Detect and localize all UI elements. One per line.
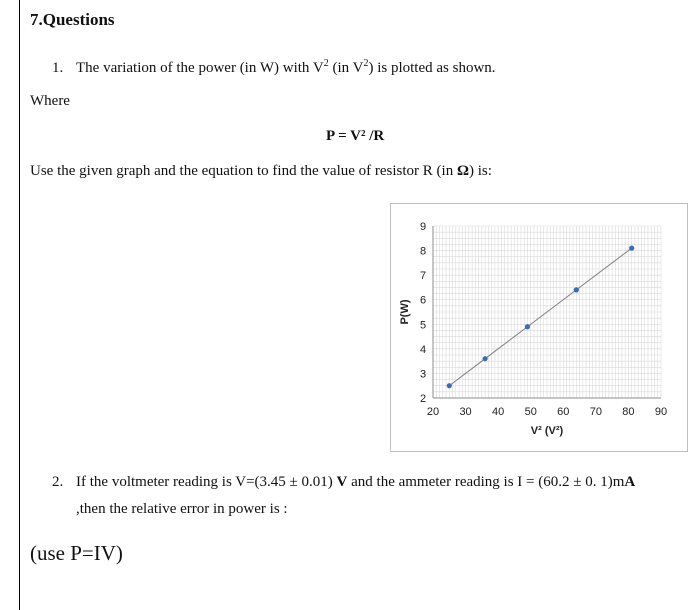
power-formula: P = V² /R xyxy=(326,128,385,144)
data-point xyxy=(525,324,530,329)
y-tick-label: 7 xyxy=(419,270,427,283)
chart-canvas xyxy=(391,204,687,451)
data-point xyxy=(629,246,634,251)
y-tick-label: 4 xyxy=(419,343,427,356)
x-tick-label: 30 xyxy=(459,406,472,418)
x-tick-label: 50 xyxy=(524,406,537,418)
x-tick-label: 90 xyxy=(654,406,668,418)
instruction-text xyxy=(30,163,492,180)
hint-text: (use P=IV) xyxy=(30,541,123,565)
data-point xyxy=(483,356,488,361)
y-tick-label: 5 xyxy=(419,319,427,332)
question-2-continuation: ,then the relative error in power is : xyxy=(76,501,288,517)
question-1-sup-a: 2 xyxy=(323,58,329,69)
x-tick-label: 70 xyxy=(589,406,602,418)
x-tick-label: 80 xyxy=(622,406,635,418)
y-tick-label: 2 xyxy=(419,393,427,405)
x-tick-label: 40 xyxy=(492,406,505,418)
x-tick-label: 20 xyxy=(426,406,440,418)
y-tick-label: 6 xyxy=(419,294,427,307)
data-point xyxy=(574,287,579,292)
question-2-volt-unit: V xyxy=(336,474,348,490)
question-2 xyxy=(52,474,635,491)
section-heading: 7.Questions xyxy=(30,10,115,29)
data-point xyxy=(447,383,452,388)
question-1-sup-b: 2 xyxy=(363,58,369,69)
question-2-text-b: and the ammeter reading is I = (60.2 ± 0. 1)m xyxy=(347,474,625,490)
where-label: Where xyxy=(30,93,70,109)
x-axis-title: V² (V²) xyxy=(530,425,564,437)
question-2-text-a: If the voltmeter reading is V=(3.45 ± 0.01) xyxy=(76,474,337,490)
question-1 xyxy=(52,58,496,77)
question-1-text-c: ) is plotted as shown. xyxy=(368,60,496,76)
y-axis-title: P(W) xyxy=(399,299,411,325)
left-margin-rule xyxy=(19,0,20,610)
question-2-amp-unit: A xyxy=(624,474,636,490)
ohm-symbol: Ω xyxy=(456,163,469,179)
power-vs-voltage-chart xyxy=(390,203,688,452)
question-1-number: 1. xyxy=(52,60,64,76)
question-1-text-b: (in V xyxy=(328,60,364,76)
y-tick-label: 9 xyxy=(419,221,427,233)
y-tick-label: 3 xyxy=(419,368,427,381)
question-2-number: 2. xyxy=(52,474,64,490)
question-1-text-a: The variation of the power (in W) with V xyxy=(76,60,324,76)
x-tick-label: 60 xyxy=(557,406,570,418)
instruction-text-a: Use the given graph and the equation to find the value of resistor R (in xyxy=(30,163,457,179)
y-tick-label: 8 xyxy=(419,245,427,258)
instruction-text-b: ) is: xyxy=(469,163,492,179)
